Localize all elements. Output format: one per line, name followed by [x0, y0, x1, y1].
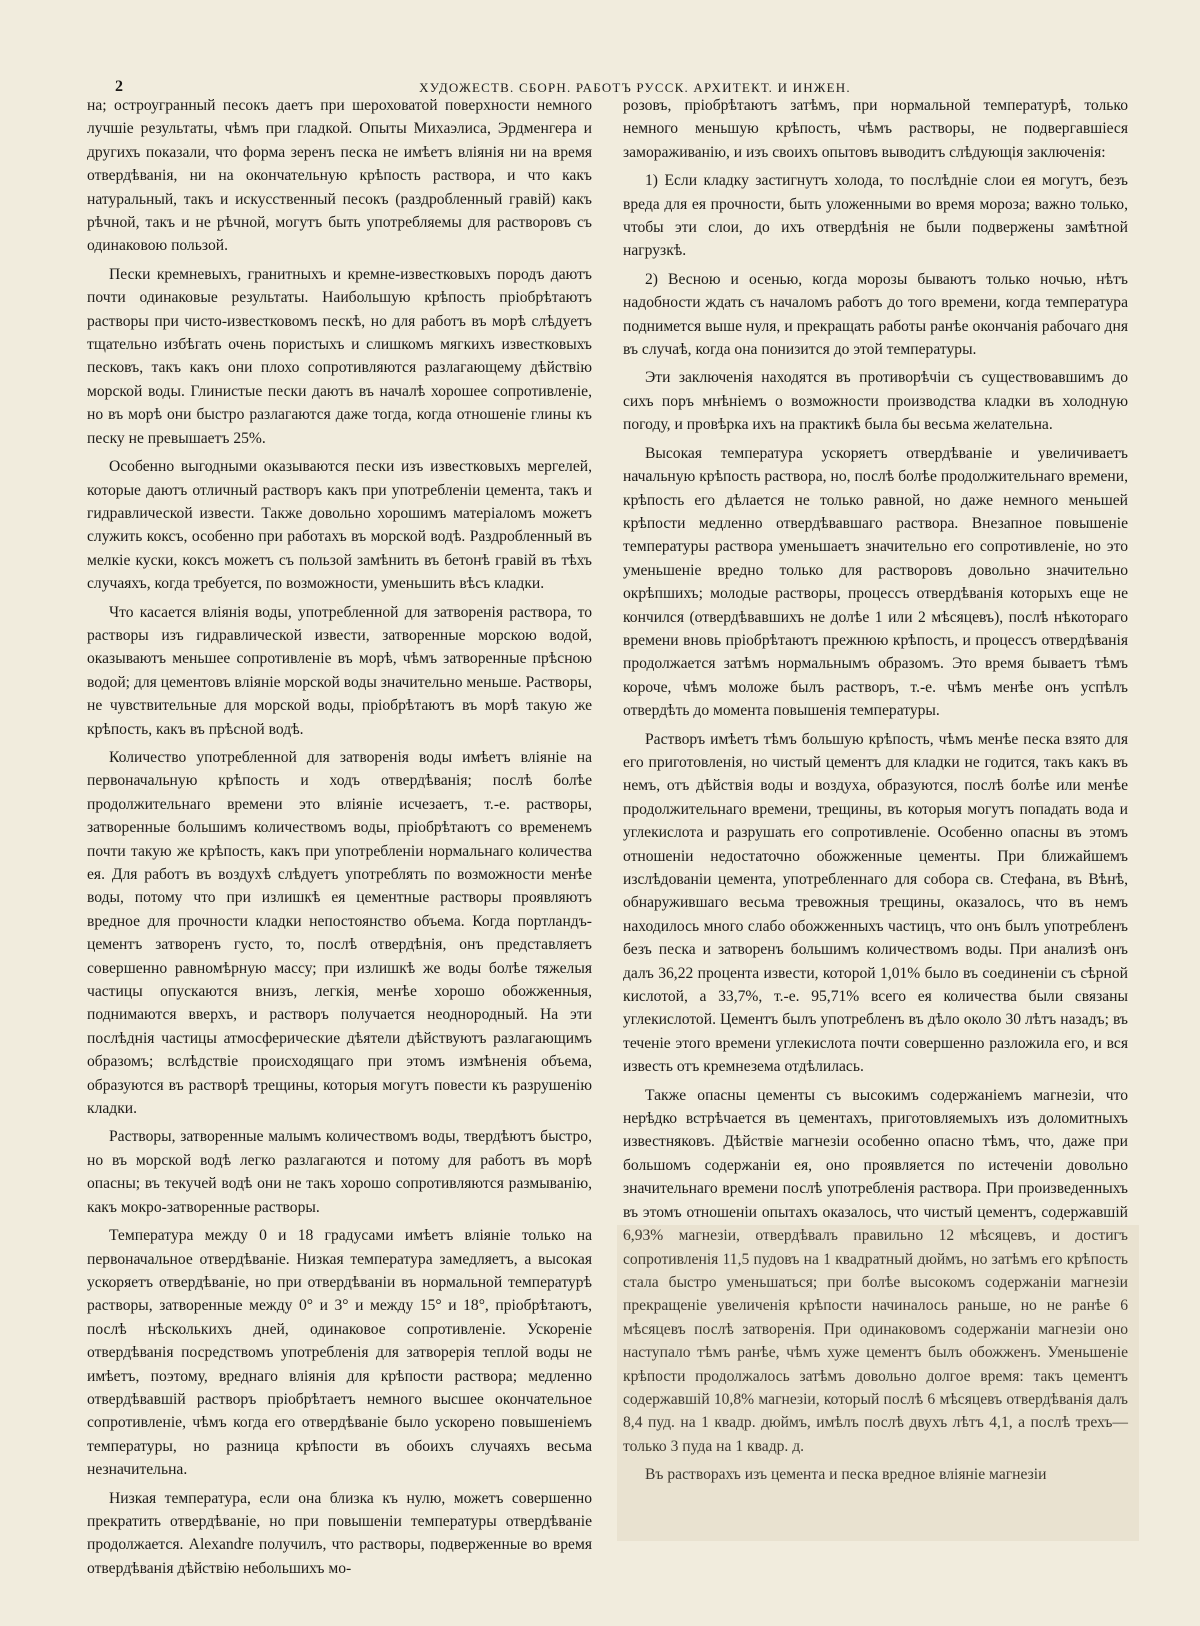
- paragraph: Температура между 0 и 18 градусами имѣетъ вліяніе только на первоначальное отвердѣваніе. Низкая температура замедляетъ, а высокая ускоряетъ отвердѣваніе, но при отвердѣваніи въ нормальной температурѣ растворы, затворенные между 0° и 3° и между 15° и 18°, пріобрѣтаютъ, послѣ нѣсколькихъ дней, одинаковое сопротивленіе. Ускореніе отвердѣванія посредствомъ употребленія для затворерія теплой воды не имѣетъ, поэтому, вреднаго вліянія для крѣпости раствора; медленно отвердѣвавшій растворъ пріобрѣтаетъ немного высшее окончательное сопротивленіе, чѣмъ когда его отвердѣваніе было ускорено повышеніемъ температуры, но разница крѣпости въ обоихъ случаяхъ весьма незначительна.: [87, 1227, 592, 1479]
- paragraph: 1) Если кладку застигнутъ холода, то послѣдніе слои ея могутъ, безъ вреда для ея прочности, быть уложенными во время мороза; важно только, чтобы эти слои, до ихъ отвердѣнія не были подвержены замѣтной нагрузкѣ.: [623, 172, 1128, 260]
- paragraph: Что касается вліянія воды, употребленной для затворенія раствора, то растворы изъ гидравлической извести, затворенные морскою водой, оказываютъ меньшее сопротивленіе въ морѣ, чѣмъ затворенные прѣсною водой; для цементовъ вліяніе морской воды значительно меньше. Растворы, не чувствительные для морской воды, пріобрѣтаютъ въ морѣ такую же крѣпость, какъ въ прѣсной водѣ.: [87, 603, 592, 738]
- paragraph: Высокая температура ускоряетъ отвердѣваніе и увеличиваетъ начальную крѣпость раствора, но, послѣ болѣе продолжительнаго времени, крѣпость его дѣлается не только равной, но даже немного меньшей крѣпости медленно отвердѣвавшаго раствора. Внезапное повышеніе температуры раствора уменьшаетъ значительно его сопротивленіе, но это уменьшеніе вредно только для растворовъ довольно значительно окрѣпшихъ; молодые растворы, процессъ отвердѣванія которыхъ еще не кончился (отвердѣвавшихъ не долѣе 1 или 2 мѣсяцевъ), послѣ нѣкотораго времени вновь пріобрѣтаютъ прежнюю крѣпость, и процессъ отвердѣванія продолжается затѣмъ нормальнымъ образомъ. Это время бываетъ тѣмъ короче, чѣмъ моложе былъ растворъ, т.-е. чѣмъ менѣе онъ успѣлъ отвердѣть до момента повышенія температуры.: [623, 444, 1128, 720]
- paragraph: Эти заключенія находятся въ противорѣчіи съ существовавшимъ до сихъ поръ мнѣніемъ о возможности производства кладки въ холодную погоду, и провѣрка ихъ на практикѣ была бы весьма желательна.: [623, 369, 1128, 434]
- right-column: [623, 94, 1128, 1492]
- paragraph: Особенно выгодными оказываются пески изъ известковыхъ мергелей, которые даютъ отличный растворъ какъ при употребленіи цемента, такъ и гидравлической извести. Также довольно хорошимъ матеріаломъ можетъ служить коксъ, особенно при работахъ въ морской водѣ. Раздробленный въ мелкіе куски, коксъ можетъ съ пользой замѣнить въ бетонѣ гравій въ тѣхъ случаяхъ, когда требуется, по возможности, уменьшить вѣсъ кладки.: [87, 458, 592, 593]
- paragraph: Въ растворахъ изъ цемента и песка вредное вліяніе магнезіи: [645, 1466, 1047, 1484]
- paragraph: 2) Весною и осенью, когда морозы бываютъ только ночью, нѣтъ надобности ждать съ началомъ работъ до того времени, когда температура поднимется выше нуля, и прекращать работы ранѣе окончанія рабочаго дня въ случаѣ, когда она понизится до этой температуры.: [623, 270, 1128, 359]
- paragraph: Пески кремневыхъ, гранитныхъ и кремне-известковыхъ породъ даютъ почти одинаковые результаты. Наибольшую крѣпость пріобрѣтаютъ растворы при чисто-известковомъ пескѣ, но для работъ въ морѣ слѣдуетъ тщательно избѣгать очень пористыхъ и слишкомъ мягкихъ известковыхъ песковъ, такъ какъ они плохо сопротивляются разлагающему дѣйствію морской воды. Глинистые пески даютъ въ началѣ хорошее сопротивленіе, но въ морѣ они быстро разлагаются даже тогда, когда отношеніе глины къ песку не превышаетъ 25%.: [87, 265, 592, 447]
- left-column: [87, 94, 592, 1585]
- page-number: 2: [115, 78, 123, 95]
- running-title: ХУДОЖЕСТВ. СБОРН. РАБОТЪ РУССК. АРХИТЕКТ. И ИНЖЕН.: [419, 80, 851, 95]
- paragraph: розовъ, пріобрѣтаютъ затѣмъ, при нормальной температурѣ, только немного меньшую крѣпость, чѣмъ растворы, не подвергавшіеся замораживанію, и изъ своихъ опытовъ выводитъ слѣдующія заключенія:: [623, 97, 1128, 161]
- paragraph: Также опасны цементы съ высокимъ содержаніемъ магнезіи, что нерѣдко встрѣчается въ цементахъ, приготовляемыхъ изъ доломитныхъ известняковъ. Дѣйствіе магнезіи особенно опасно тѣмъ, что, даже при большомъ содержаніи ея, оно проявляется по истеченіи довольно значительнаго времени послѣ употребленія раствора. При произведенныхъ въ этомъ отношеніи опытахъ оказалось, что чистый цементъ, содержавшій 6,93% магнезіи, отвердѣвалъ правильно 12 мѣсяцевъ, и достигъ сопротивленія 11,5 пудовъ на 1 квадратный дюймъ, но затѣмъ его крѣпость стала быстро уменьшаться; при болѣе высокомъ содержаніи магнезіи прекращеніе увеличенія крѣпости начиналось раньше, но не ранѣе 6 мѣсяцевъ послѣ затворенія. При одинаковомъ содержаніи магнезіи оно наступало тѣмъ ранѣе, чѣмъ хуже цементъ былъ обожженъ. Уменьшеніе крѣпости продолжалось затѣмъ довольно долгое время: такъ цементъ содержавшій 10,8% магнезіи, который послѣ 6 мѣсяцевъ отвердѣванія далъ 8,4 пуд. на 1 квадр. дюймъ, имѣлъ послѣ двухъ лѣтъ 4,1, а послѣ трехъ—только 3 пуда на 1 квадр. д.: [623, 1086, 1128, 1455]
- paragraph: Количество употребленной для затворенія воды имѣетъ вліяніе на первоначальную крѣпость и ходъ отвердѣванія; послѣ болѣе продолжительнаго времени это вліяніе исчезаетъ, т.-е. растворы, затворенные большимъ количествомъ воды, пріобрѣтаютъ со временемъ почти такую же крѣпость, какъ при употребленіи нормальнаго количества ея. Для работъ въ воздухѣ слѣдуетъ употреблять по возможности менѣе воды, потому что при излишкѣ ея цементные растворы проявляютъ вредное для прочности кладки непостоянство объема. Когда портландъ-цементъ затворенъ густо, то, послѣ отвердѣнія, онъ представляетъ совершенно равномѣрную массу; при излишкѣ же воды болѣе тяжелыя частицы опускаются внизъ, легкія, менѣе хорошо обожженныя, поднимаются вверхъ, и растворъ получается неоднородный. На эти послѣднія частицы атмосферические дѣятели дѣйствуютъ разлагающимъ образомъ; вслѣдствіе происходящаго при этомъ измѣненія объема, образуются въ растворѣ трещины, которыя могутъ повести къ разрушенію кладки.: [87, 748, 592, 1118]
- paragraph: Растворъ имѣетъ тѣмъ большую крѣпость, чѣмъ менѣе песка взято для его приготовленія, но чистый цементъ для кладки не годится, такъ какъ въ немъ, отъ дѣйствія воды и воздуха, образуются, послѣ болѣе или менѣе продолжительнаго времени, трещины, въ которыя могутъ попадать вода и углекислота и разрушать его сопротивленіе. Особенно опасны въ этомъ отношеніи недостаточно обожженные цементы. При ближайшемъ изслѣдованіи цемента, употребленнаго для собора св. Стефана, въ Вѣнѣ, обнаружившаго весьма тревожныя трещины, оказалось, что въ немъ находилось много слабо обожженныхъ частицъ, что онъ былъ употребленъ безъ песка и затворенъ большимъ количествомъ воды. При анализѣ онъ далъ 36,22 процента извести, которой 1,01% было въ соединеніи съ сѣрной кислотой, а 33,7%, т.-е. 95,71% всего ея количества были связаны углекислотой. Цементъ былъ употребленъ въ дѣло около 30 лѣтъ назадъ; въ теченіе этого времени углекислота почти совершенно разложила его, и вся известь отъ кремнезема отдѣлилась.: [623, 730, 1128, 1076]
- paragraph: на; остроугранный песокъ даетъ при шероховатой поверхности немного лучшіе результаты, чѣмъ при гладкой. Опыты Михаэлиса, Эрдменгера и другихъ показали, что форма зеренъ песка не имѣетъ вліянія ни на время отвердѣванія, ни на окончательную крѣпость раствора, и что какъ натуральный, такъ и искусственный песокъ (раздробленный гравій) какъ рѣчной, такъ и не рѣчной, могутъ быть употребляемы для растворовъ съ одинаковою пользой.: [87, 97, 592, 255]
- paragraph: Низкая температура, если она близка къ нулю, можетъ совершенно прекратить отвердѣваніе, но при повышеніи температуры отвердѣваніе продолжается. Alexandre получилъ, что растворы, подверженные во время отвердѣванія дѣйствію небольшихъ мо-: [87, 1489, 592, 1577]
- paragraph: Растворы, затворенные малымъ количествомъ воды, твердѣютъ быстро, но въ морской водѣ легко разлагаются и потому для работъ въ морѣ опасны; въ текучей водѣ они не такъ хорошо сопротивляются размыванію, какъ мокро-затворенные растворы.: [87, 1128, 592, 1216]
